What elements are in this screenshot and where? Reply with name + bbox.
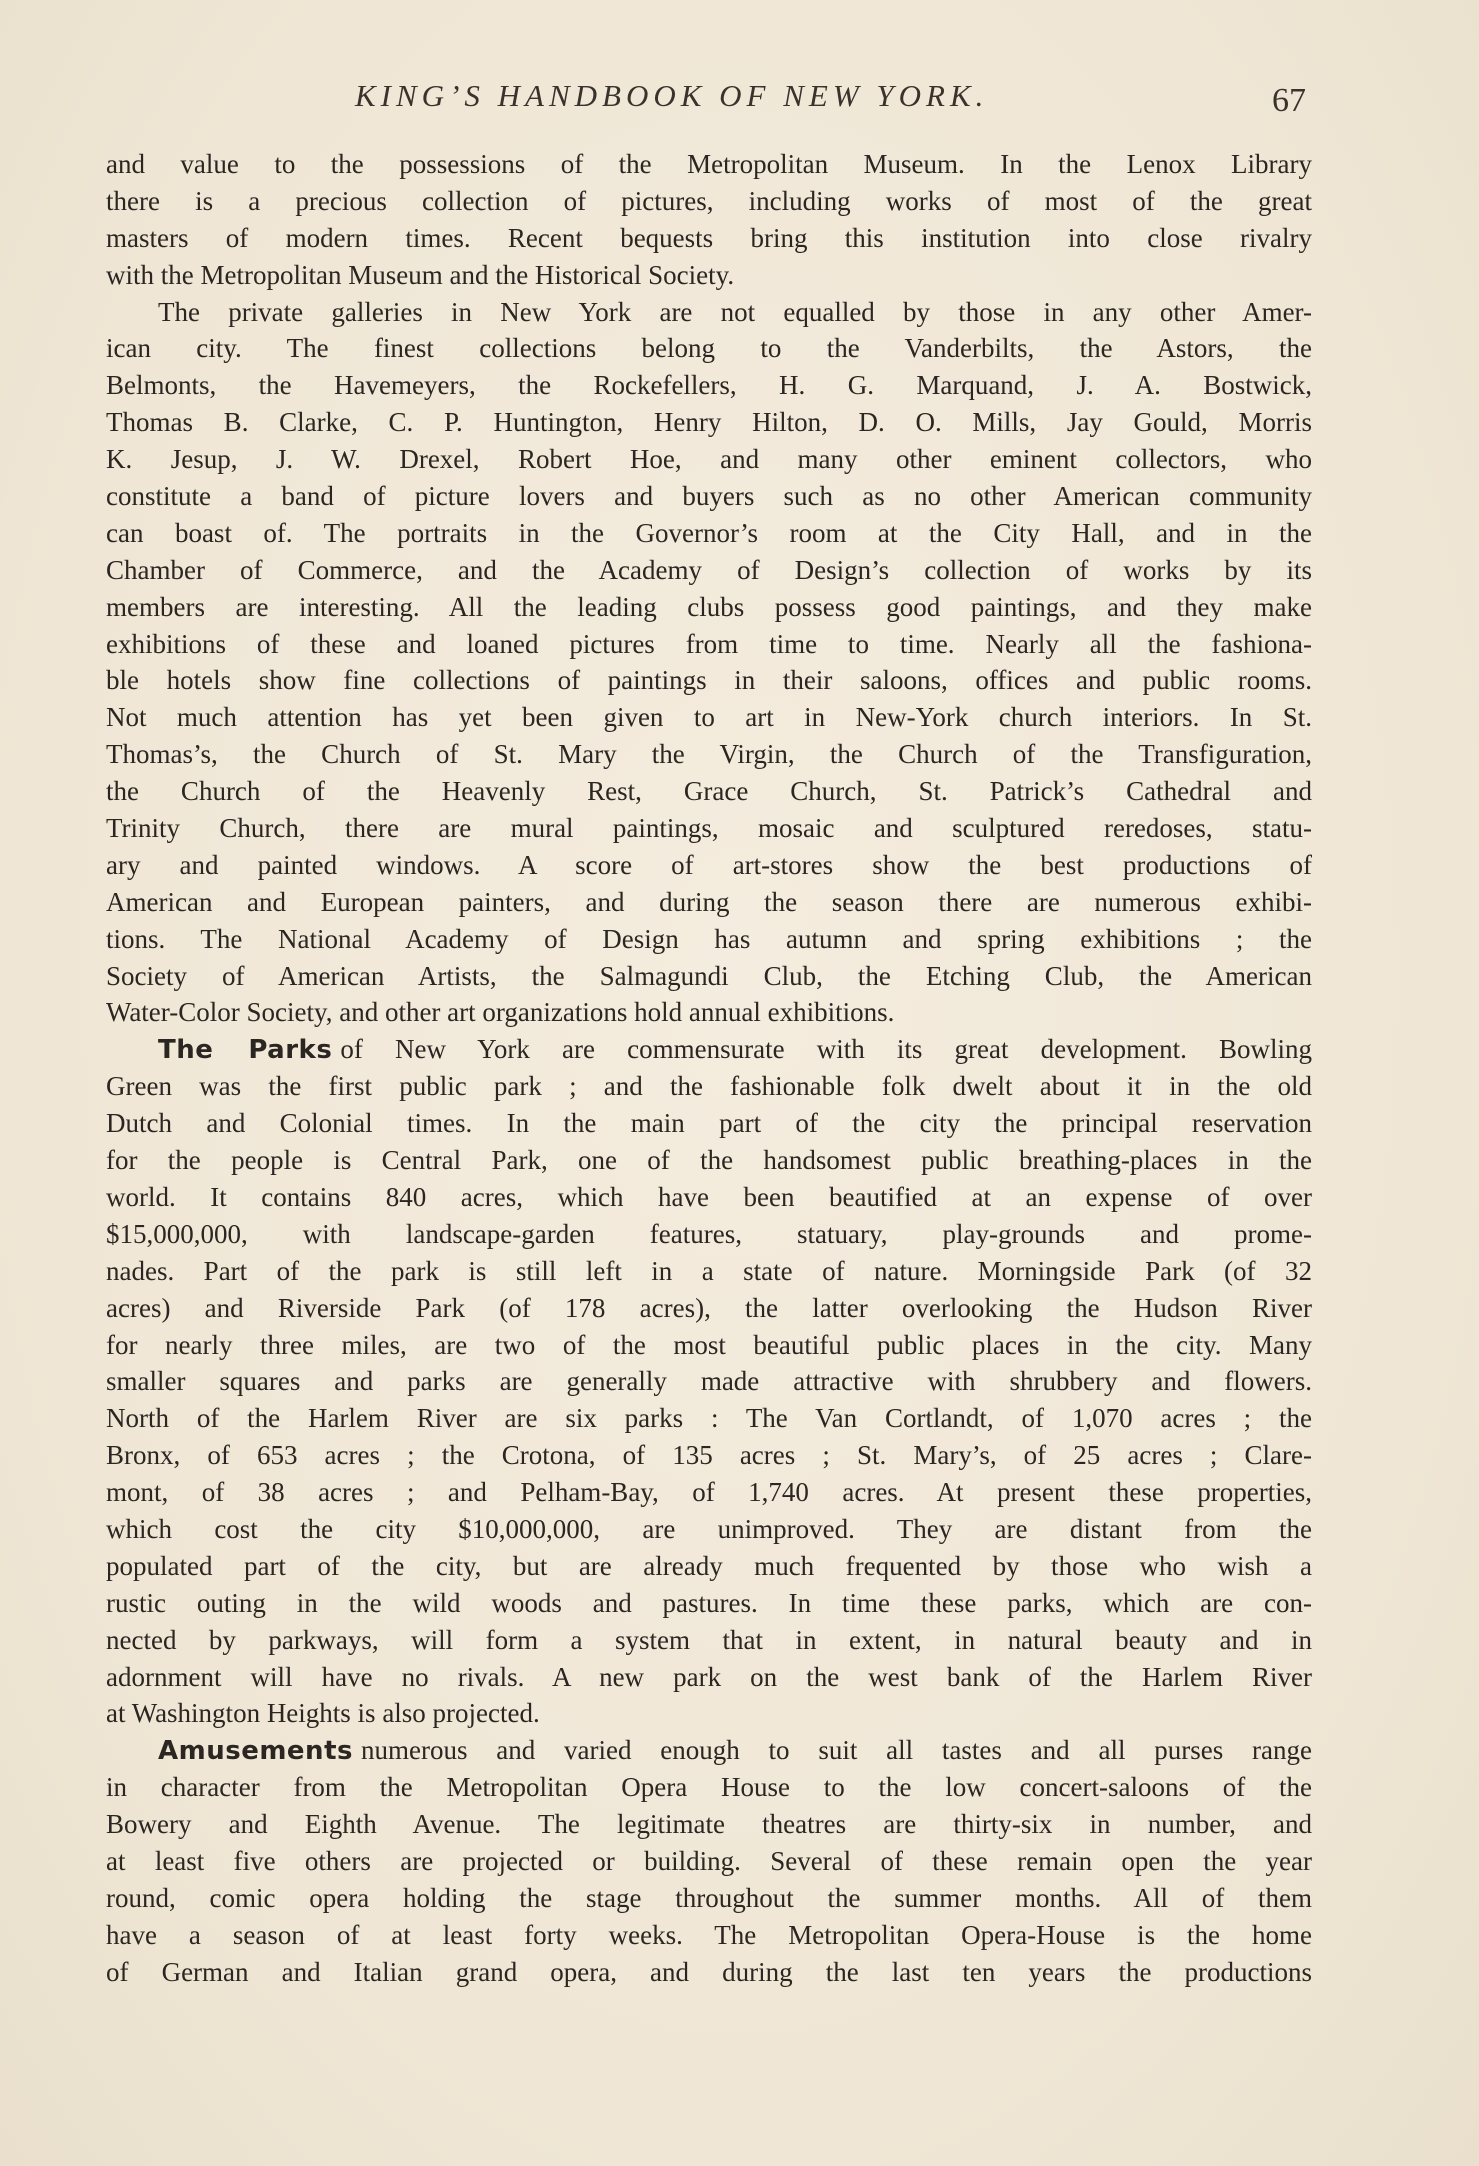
- text-line: $15,000,000, with landscape-garden features, statuary, play-grounds and prome-: [106, 1218, 1312, 1249]
- text-line: tions. The National Academy of Design has autumn and spring exhibitions ; the: [106, 923, 1312, 954]
- text-run: of New York are commensurate with its great development. Bowling: [340, 1034, 1313, 1065]
- running-title: KING’S HANDBOOK OF NEW YORK.: [355, 78, 989, 113]
- text-line: Dutch and Colonial times. In the main part of the city the principal reservation: [106, 1108, 1312, 1139]
- text-line: for the people is Central Park, one of the handsomest public breathing-places in the: [106, 1145, 1312, 1176]
- text-line: Bowery and Eighth Avenue. The legitimate theatres are thirty-six in number, and: [106, 1809, 1312, 1840]
- text-line: smaller squares and parks are generally made attractive with shrubbery and flowers.: [106, 1366, 1312, 1397]
- text-line: for nearly three miles, are two of the most beautiful public places in the city. Many: [106, 1329, 1312, 1360]
- text-line: rustic outing in the wild woods and pastures. In time these parks, which are con-: [106, 1587, 1312, 1618]
- text-line: K. Jesup, J. W. Drexel, Robert Hoe, and many other eminent collectors, who: [106, 444, 1312, 475]
- text-line: adornment will have no rivals. A new park on the west bank of the Harlem River: [106, 1661, 1312, 1692]
- text-line: there is a precious collection of pictures, including works of most of the great: [106, 185, 1312, 216]
- text-line: members are interesting. All the leading clubs possess good paintings, and they make: [106, 591, 1312, 622]
- text-line: Trinity Church, there are mural paintings, mosaic and sculptured reredoses, statu-: [106, 813, 1312, 844]
- text-line: in character from the Metropolitan Opera House to the low concert-saloons of the: [106, 1772, 1312, 1803]
- text-line: Society of American Artists, the Salmagundi Club, the Etching Club, the American: [106, 960, 1312, 991]
- text-line: ble hotels show fine collections of paintings in their saloons, offices and public rooms.: [106, 665, 1312, 696]
- text-line: with the Metropolitan Museum and the Historical Society.: [106, 259, 735, 290]
- paragraph-museums: [106, 146, 1312, 294]
- text-line: acres) and Riverside Park (of 178 acres), the latter overlooking the Hudson River: [106, 1292, 1312, 1323]
- text-line: mont, of 38 acres ; and Pelham-Bay, of 1,740 acres. At present these properties,: [106, 1477, 1312, 1508]
- section-heading-amusements: Amusements: [158, 1736, 353, 1767]
- page-number: 67: [1272, 82, 1306, 119]
- text-line: round, comic opera holding the stage throughout the summer months. All of them: [106, 1882, 1312, 1913]
- text-line: masters of modern times. Recent bequests bring this institution into close rivalry: [106, 222, 1312, 253]
- text-line: Chamber of Commerce, and the Academy of Design’s collection of works by its: [106, 554, 1312, 585]
- text-line: Thomas’s, the Church of St. Mary the Virgin, the Church of the Transfiguration,: [106, 739, 1312, 770]
- text-line: can boast of. The portraits in the Governor’s room at the City Hall, and in the: [106, 517, 1312, 548]
- text-line: of German and Italian grand opera, and during the last ten years the productions: [106, 1956, 1312, 1987]
- text-line: American and European painters, and during the season there are numerous exhibi-: [106, 886, 1312, 917]
- paragraph-parks: [106, 1031, 1312, 1732]
- text-line: populated part of the city, but are already much frequented by those who wish a: [106, 1550, 1312, 1581]
- text-line: ican city. The finest collections belong to the Vanderbilts, the Astors, the: [106, 333, 1312, 364]
- text-line: exhibitions of these and loaned pictures from time to time. Nearly all the fashiona-: [106, 628, 1312, 659]
- text-line: Bronx, of 653 acres ; the Crotona, of 135 acres ; St. Mary’s, of 25 acres ; Clare-: [106, 1440, 1312, 1471]
- paragraph-amusements: [106, 1732, 1312, 1990]
- text-line: and value to the possessions of the Metropolitan Museum. In the Lenox Library: [106, 149, 1312, 179]
- text-line: The private galleries in New York are not equalled by those in any other Amer-: [158, 296, 1312, 327]
- text-line: at Washington Heights is also projected.: [106, 1698, 540, 1729]
- text-line: [106, 1031, 1312, 1068]
- text-line: Water-Color Society, and other art organizations hold annual exhibitions.: [106, 997, 895, 1028]
- text-line: North of the Harlem River are six parks : The Van Cortlandt, of 1,070 acres ; the: [106, 1403, 1312, 1434]
- text-run: numerous and varied enough to suit all tastes and all purses range: [360, 1735, 1312, 1766]
- text-line: nades. Part of the park is still left in a state of nature. Morningside Park (of 32: [106, 1255, 1312, 1286]
- text-line: Belmonts, the Havemeyers, the Rockefellers, H. G. Marquand, J. A. Bostwick,: [106, 370, 1312, 401]
- text-line: nected by parkways, will form a system that in extent, in natural beauty and in: [106, 1624, 1312, 1655]
- text-line: [106, 1732, 1312, 1769]
- text-line: which cost the city $10,000,000, are unimproved. They are distant from the: [106, 1513, 1312, 1544]
- text-line: ary and painted windows. A score of art-stores show the best productions of: [106, 849, 1312, 880]
- text-line: constitute a band of picture lovers and buyers such as no other American community: [106, 481, 1312, 512]
- running-head: [0, 78, 1479, 124]
- text-line: the Church of the Heavenly Rest, Grace Church, St. Patrick’s Cathedral and: [106, 776, 1312, 807]
- text-line: world. It contains 840 acres, which have been beautified at an expense of over: [106, 1181, 1312, 1212]
- text-line: Thomas B. Clarke, C. P. Huntington, Henry Hilton, D. O. Mills, Jay Gould, Morris: [106, 407, 1312, 438]
- body-text: [106, 146, 1312, 1991]
- paragraph-private-galleries: [106, 294, 1312, 1032]
- text-line: Not much attention has yet been given to art in New-York church interiors. In St.: [106, 702, 1312, 733]
- text-line: Green was the first public park ; and the fashionable folk dwelt about it in the old: [106, 1071, 1312, 1102]
- section-heading-parks: The Parks: [158, 1035, 333, 1066]
- text-line: at least five others are projected or building. Several of these remain open the year: [106, 1845, 1312, 1876]
- text-line: have a season of at least forty weeks. The Metropolitan Opera-House is the home: [106, 1919, 1312, 1950]
